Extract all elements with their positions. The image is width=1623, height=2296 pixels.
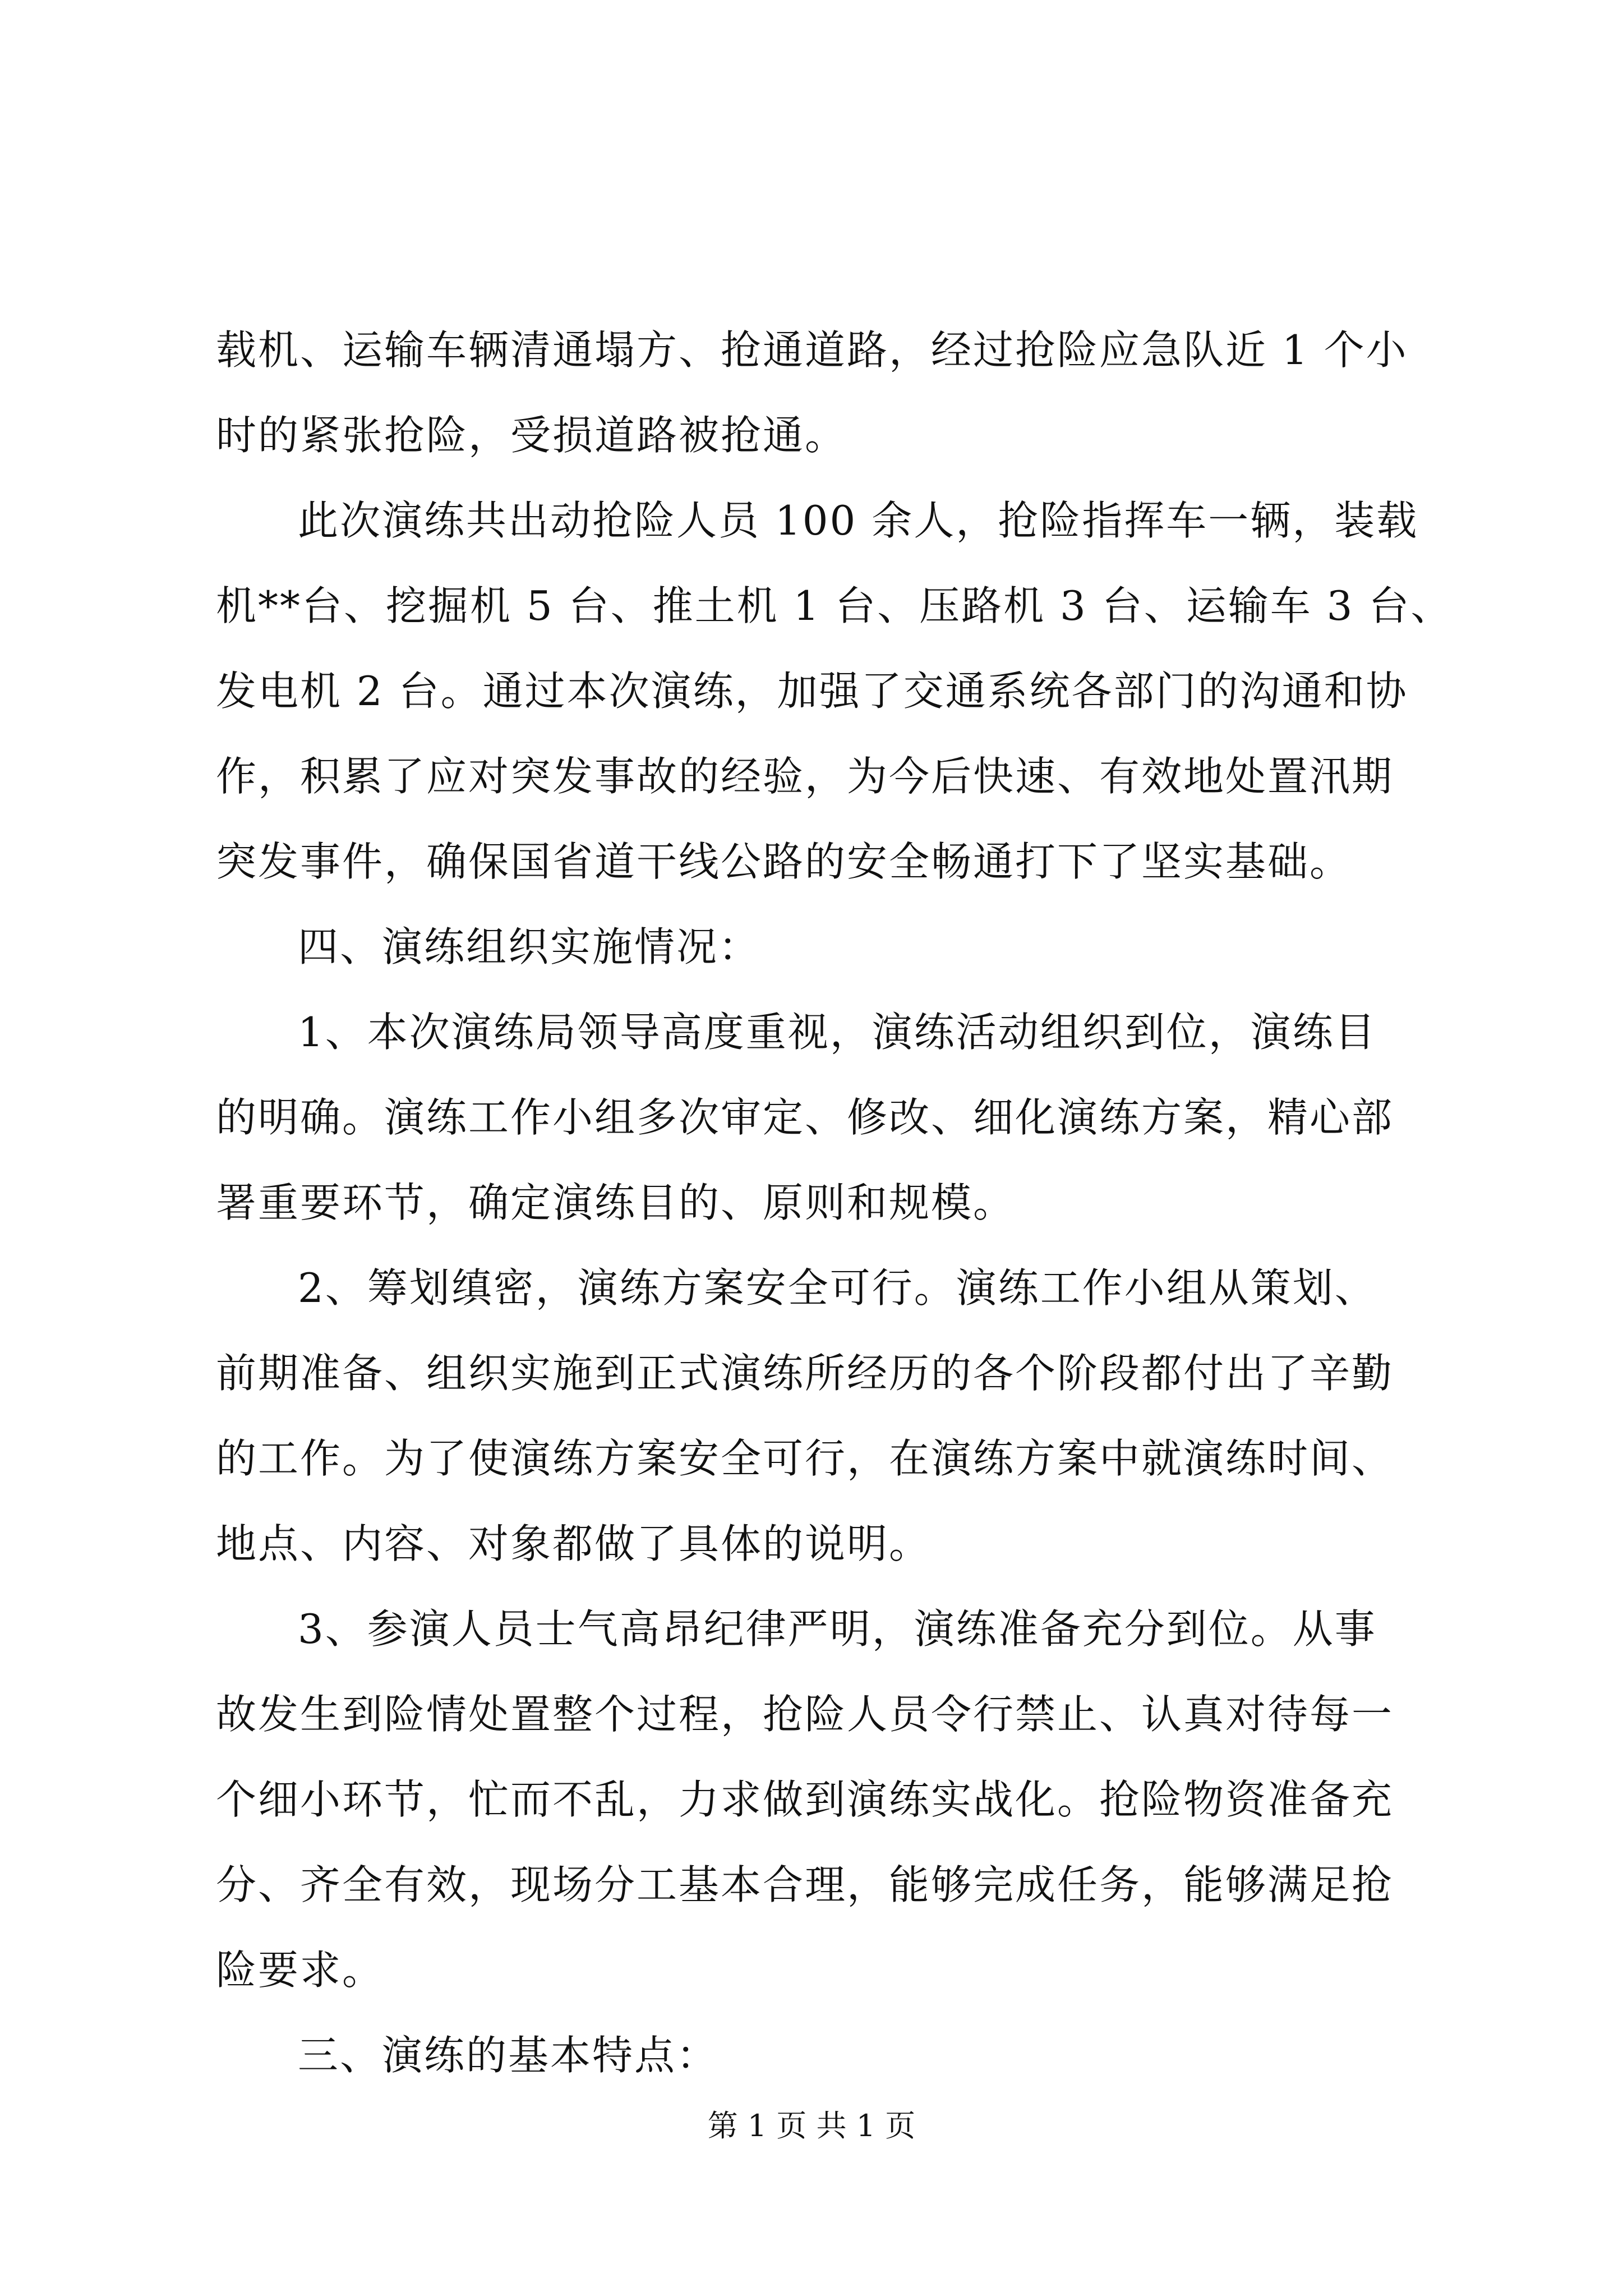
document-body — [216, 307, 1453, 2098]
body-line: 前期准备、组织实施到正式演练所经历的各个阶段都付出了辛勤 — [216, 1350, 1394, 1397]
section-heading: 三、演练的基本特点： — [298, 2032, 719, 2079]
body-line: 个细小环节，忙而不乱，力求做到演练实战化。抢险物资准备充 — [216, 1776, 1394, 1823]
body-line: 的工作。为了使演练方案安全可行，在演练方案中就演练时间、 — [216, 1435, 1394, 1482]
paragraph-start-line: 1、本次演练局领导高度重视，演练活动组织到位，演练目 — [298, 1009, 1377, 1056]
body-line: 的明确。演练工作小组多次审定、修改、细化演练方案，精心部 — [216, 1094, 1394, 1141]
paragraph-start-line: 此次演练共出动抢险人员 100 余人，抢险指挥车一辆，装载 — [298, 497, 1419, 544]
page-footer: 第 1 页 共 1 页 — [707, 2108, 916, 2143]
body-line: 突发事件，确保国省道干线公路的安全畅通打下了坚实基础。 — [216, 838, 1352, 885]
section-heading: 四、演练组织实施情况： — [298, 923, 761, 970]
body-line: 载机、运输车辆清通塌方、抢通道路，经过抢险应急队近 1 个小 — [216, 326, 1408, 374]
body-line: 分、齐全有效，现场分工基本合理，能够完成任务，能够满足抢 — [216, 1861, 1394, 1908]
body-line: 署重要环节，确定演练目的、原则和规模。 — [216, 1179, 1016, 1226]
body-line: 险要求。 — [216, 1947, 385, 1994]
body-line: 时的紧张抢险，受损道路被抢通。 — [216, 412, 847, 459]
body-line: 地点、内容、对象都做了具体的说明。 — [216, 1520, 932, 1567]
body-line: 作，积累了应对突发事故的经验，为今后快速、有效地处置汛期 — [216, 753, 1394, 800]
paragraph-start-line: 3、参演人员士气高昂纪律严明，演练准备充分到位。从事 — [298, 1605, 1377, 1653]
paragraph-start-line: 2、筹划缜密，演练方案安全可行。演练工作小组从策划、 — [298, 1264, 1377, 1312]
body-line: 机**台、挖掘机 5 台、推土机 1 台、压路机 3 台、运输车 3 台、 — [216, 582, 1453, 629]
body-line: 故发生到险情处置整个过程，抢险人员令行禁止、认真对待每一 — [216, 1691, 1394, 1738]
body-line: 发电机 2 台。通过本次演练，加强了交通系统各部门的沟通和协 — [216, 668, 1408, 715]
